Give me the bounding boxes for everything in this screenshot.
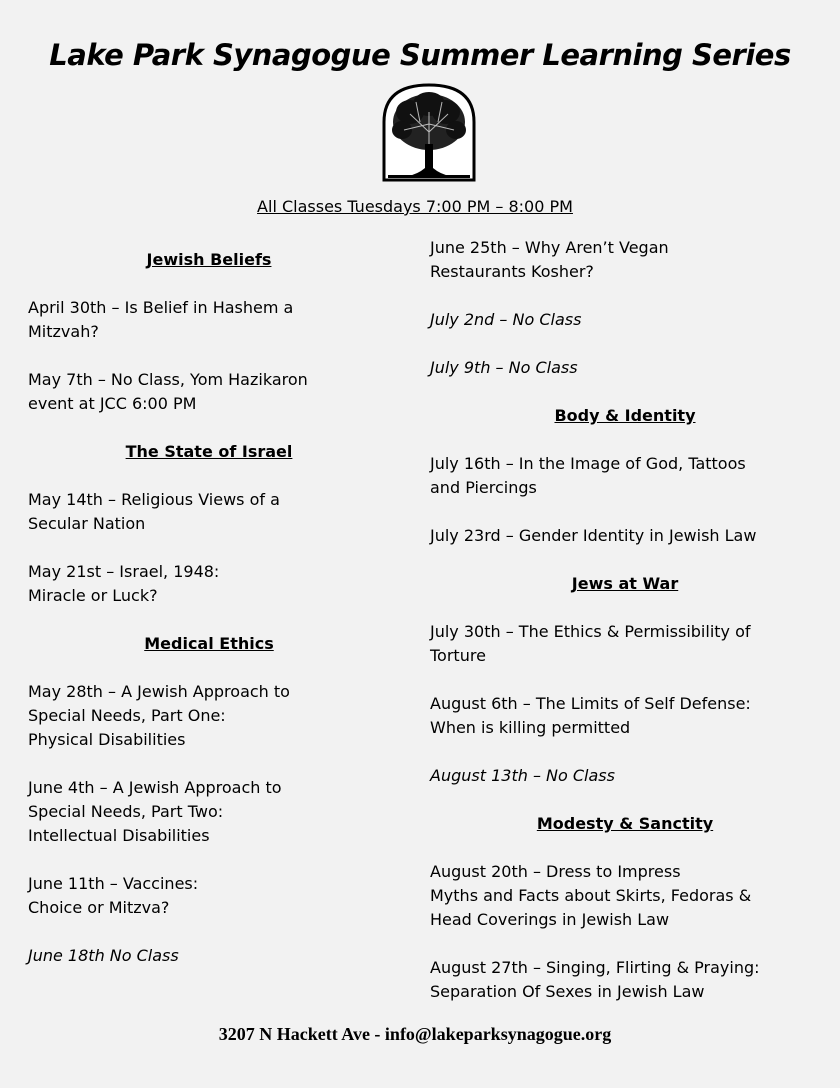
- list-item: August 13th – No Class: [430, 766, 615, 785]
- list-item: May 28th – A Jewish Approach to Special Needs, Part One: Physical Disabilities: [28, 682, 290, 749]
- list-item: July 16th – In the Image of God, Tattoos and Piercings: [430, 454, 746, 497]
- list-item: July 23rd – Gender Identity in Jewish Law: [430, 526, 757, 545]
- section-heading: Modesty & Sanctity: [536, 814, 714, 833]
- schedule-heading: All Classes Tuesdays 7:00 PM – 8:00 PM: [257, 197, 573, 216]
- section-heading: Medical Ethics: [144, 634, 274, 653]
- list-item: August 27th – Singing, Flirting & Praying: Separation Of Sexes in Jewish Law: [430, 958, 760, 1001]
- list-item: July 2nd – No Class: [430, 310, 582, 329]
- list-item: August 6th – The Limits of Self Defense: When is killing permitted: [430, 694, 751, 737]
- list-item: July 30th – The Ethics & Permissibility of Torture: [430, 622, 751, 665]
- section-heading: Jewish Beliefs: [146, 250, 272, 269]
- list-item: July 9th – No Class: [430, 358, 578, 377]
- footer-contact: 3207 N Hackett Ave - info@lakeparksynagogue.org: [218, 1024, 612, 1044]
- list-item: May 7th – No Class, Yom Hazikaron event at JCC 6:00 PM: [28, 370, 308, 413]
- tree-icon: [380, 82, 478, 182]
- list-item: June 18th No Class: [28, 946, 179, 965]
- list-item: June 25th – Why Aren’t Vegan Restaurants Kosher?: [430, 238, 669, 281]
- section-heading: Body & Identity: [554, 406, 696, 425]
- list-item: June 4th – A Jewish Approach to Special Needs, Part Two: Intellectual Disabilities: [28, 778, 282, 845]
- list-item: June 11th – Vaccines: Choice or Mitzva?: [28, 874, 199, 917]
- list-item: May 14th – Religious Views of a Secular Nation: [28, 490, 280, 533]
- section-heading: Jews at War: [571, 574, 679, 593]
- page-title: Lake Park Synagogue Summer Learning Series: [49, 38, 791, 72]
- list-item: April 30th – Is Belief in Hashem a Mitzvah?: [28, 298, 294, 341]
- section-heading: The State of Israel: [125, 442, 293, 461]
- list-item: August 20th – Dress to Impress Myths and Facts about Skirts, Fedoras & Head Coverings in Jewish Law: [430, 862, 752, 929]
- list-item: May 21st – Israel, 1948: Miracle or Luck?: [28, 562, 220, 605]
